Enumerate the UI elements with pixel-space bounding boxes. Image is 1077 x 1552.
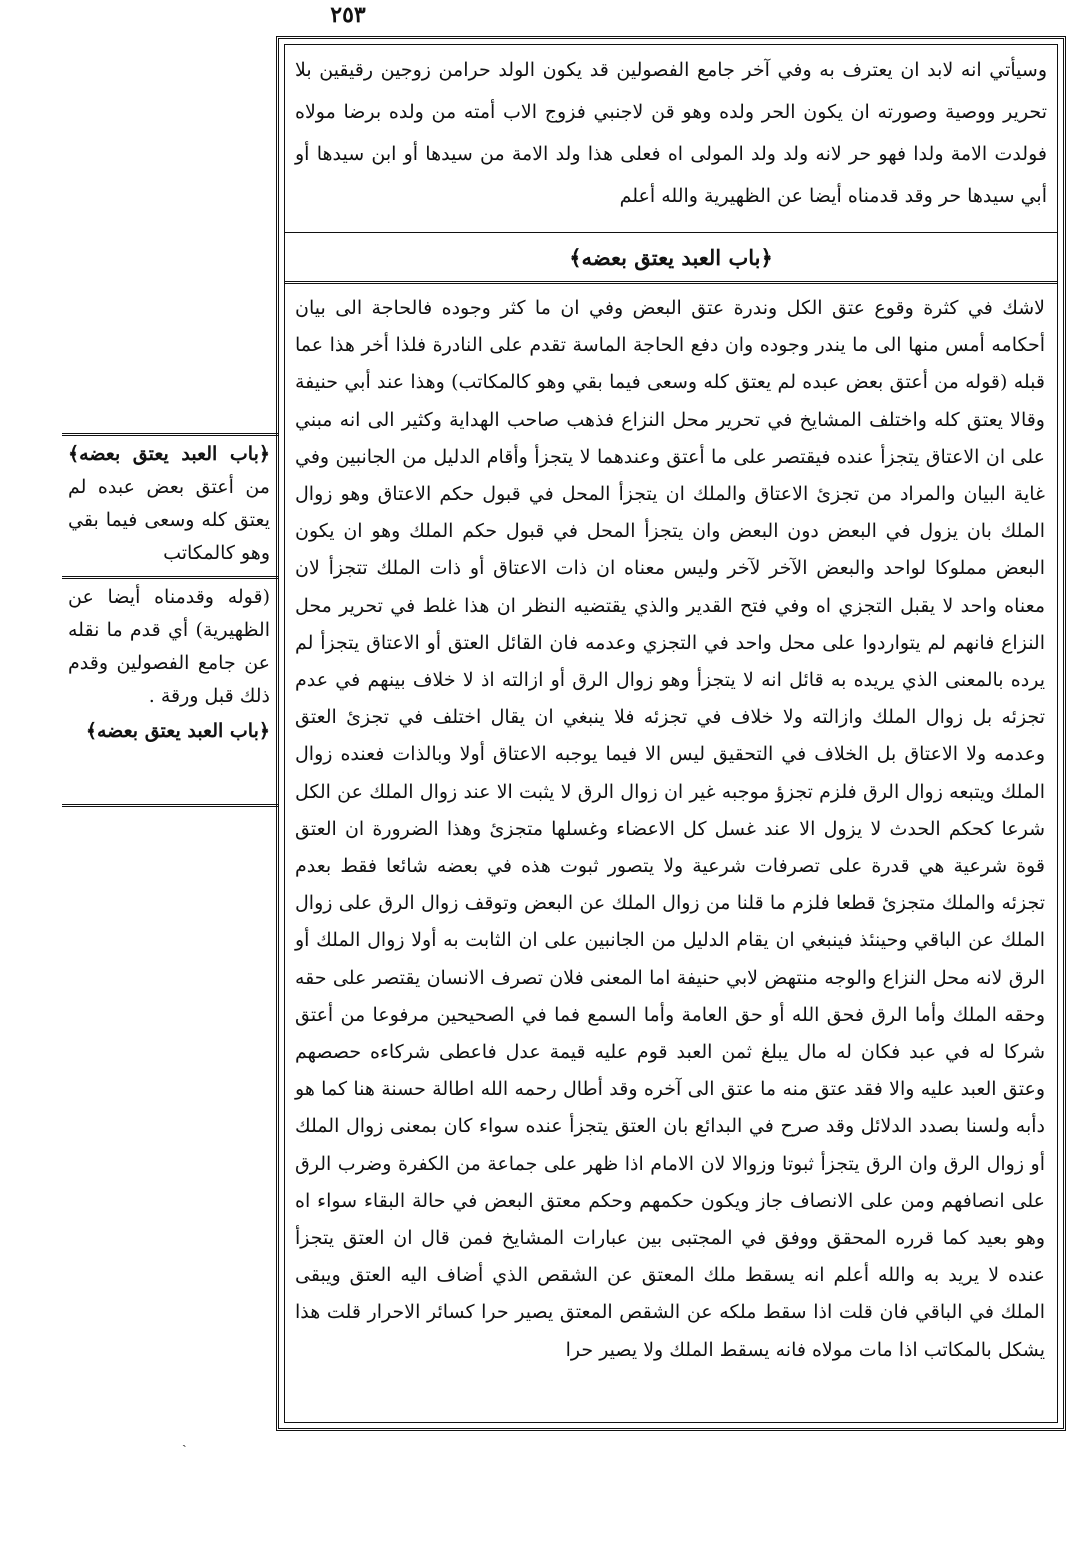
page-number: ٢٥٣ [330, 2, 366, 28]
margin-note-commentary [62, 579, 278, 713]
margin-note-text: (قوله وقدمناه أيضا عن الظهيرية) أي قدم ما نقله عن جامع الفصولين وقدم ذلك قبل ورقة . [68, 586, 270, 707]
margin-note-heading: ﴿باب العبد يعتق بعضه﴾ [85, 720, 270, 742]
body-paragraph: لاشك في كثرة وقوع عتق الكل وندرة عتق البعض وفي ان ما كثر وجوده فالحاجة الى بيان أحكامه أمس منها الى ما يندر وجوده وان دفع الحاجة الماسة تقدم على النادرة فلذا أخر هذا عما قبله (قوله من أعتق بعض عبده لم يعتق كله وسعى فيما بقي وهو كالمكاتب) وهذا عند أبي حنيفة وقالا يعتق كله واختلف المشايخ في تحرير محل النزاع فذهب صاحب الهداية وكثير الى انه مبني على ان الاعتاق يتجزأ عنده فيقتصر على ما أعتق وعندهما لا يتجزأ وأقام الدليل من الجانبين وفي غاية البيان والمراد من تجزئ الاعتاق والملك ان يتجزأ المحل في قبول حكم الاعتاق وهو زوال الملك بان يزول في البعض دون البعض وان يتجزأ المحل في قبول حكم الملك وهو ان يكون البعض مملوكا لواحد والبعض الآخر لآخر وليس معناه ان ذات الاعتاق أو ذات الملك تتجزأ لان معناه واحد لا يقبل التجزي اه وفي فتح القدير والذي يقتضيه النظر ان هذا غلط في تحرير محل النزاع فانهم لم يتواردوا على محل واحد في التجزي وعدمه فان القائل العتق أو الاعتاق يتجزأ لم يرده بالمعنى الذي يريده به قائل انه لا يتجزأ وهو زوال الرق أو ازالته اذ لا خلاف بينهم في عدم تجزئه بل زوال الملك وازالته ولا خلاف في تجزئه فلا ينبغي ان يقال اختلف في تجزئ العتق وعدمه ولا الاعتاق بل الخلاف في التحقيق ليس الا فيما يوجبه الاعتاق أولا وبالذات فعنده زوال الملك ويتبعه زوال الرق فلزم تجزؤ موجبه غير ان زوال الرق لا يثبت الا عند زوال الملك عن الكل شرعا كحكم الحدث لا يزول الا عند غسل كل الاعضاء وغسلها متجزئ وهذا الضرورة ان العتق قوة شرعية هي قدرة على تصرفات شرعية ولا يتصور ثبوت هذه في بعضه شائعا فقط بعدم تجزئه والملك متجزئ قطعا فلزم ما قلنا من زوال الملك عن البعض وتوقف زوال الرق على زوال الملك عن الباقي وحينئذ فينبغي ان يقام الدليل من الجانبين على ان الثابت به أولا زوال الملك أو الرق لانه محل النزاع والوجه منتهض لابي حنيفة اما المعنى فلان تصرف الانسان يقتصر على حقه وحقه الملك وأما الرق فحق الله أو حق العامة وأما السمع فما في الصحيحين مرفوعا من أعتق شركا له في عبد فكان له مال يبلغ ثمن العبد قوم عليه قيمة عدل فاعطى شركاءه حصصهم وعتق العبد عليه والا فقد عتق منه ما عتق الى آخره وقد أطال رحمه الله اطالة حسنة هنا كما هو دأبه ولسنا بصدد الدلائل وقد صرح في البدائع بان العتق يتجزأ عنده سواء كان بمعنى زوال الملك أو زوال الرق وان الرق يتجزأ ثبوتا وزوالا لان الامام اذا ظهر على جماعة من الكفرة وضرب الرق على انصافهم ومن على الانصاف جاز ويكون حكمهم وحكم معتق البعض في حالة البقاء سواء اه وهو بعيد كما قرره المحقق ووفق في المجتبى بين عبارات المشايخ فمن قال ان العتق يتجزأ عنده لا يريد به والله أعلم انه يسقط ملك المعتق عن الشقص الذي أضاف اليه العتق ويبقى الملك في الباقي فان قلت اذا سقط ملكه عن الشقص المعتق يصير حرا كسائر الاحرار قلت هذا يشكل بالمكاتب اذا مات مولاه فانه يسقط الملك ولا يصير حرا [295, 297, 1045, 1361]
margin-note-heading: ﴿باب العبد يعتق بعضه﴾ [68, 443, 270, 465]
margin-note-text: من أعتق بعض عبده لم يعتق كله وسعى فيما بقي وهو كالمكاتب [68, 476, 270, 564]
main-text-inner [284, 44, 1058, 1423]
margin-notes [62, 433, 278, 807]
chapter-heading: ﴿باب العبد يعتق بعضه﴾ [285, 233, 1057, 284]
intro-paragraph: وسيأتي انه لابد ان يعترف به وفي آخر جامع الفصولين قد يكون الولد حرامن زوجين رقيقين بلا تحرير ووصية وصورته ان يكون الحر ولده وهو قن لاجنبي فزوج الاب أمته من ولده برضا مولاه فولدت الامة ولدا فهو حر لانه ولد ولد المولى اه فعلى هذا ولد الامة من سيدها أو ابن سيدها أو أبي سيدها حر وقد قدمناه أيضا عن الظهيرية والله أعلم [285, 45, 1057, 233]
stray-mark: ˎ [182, 1432, 187, 1448]
main-text-frame [276, 36, 1066, 1431]
margin-note-footer [62, 713, 278, 748]
body-text [285, 284, 1057, 1422]
margin-note-matn [62, 436, 278, 570]
